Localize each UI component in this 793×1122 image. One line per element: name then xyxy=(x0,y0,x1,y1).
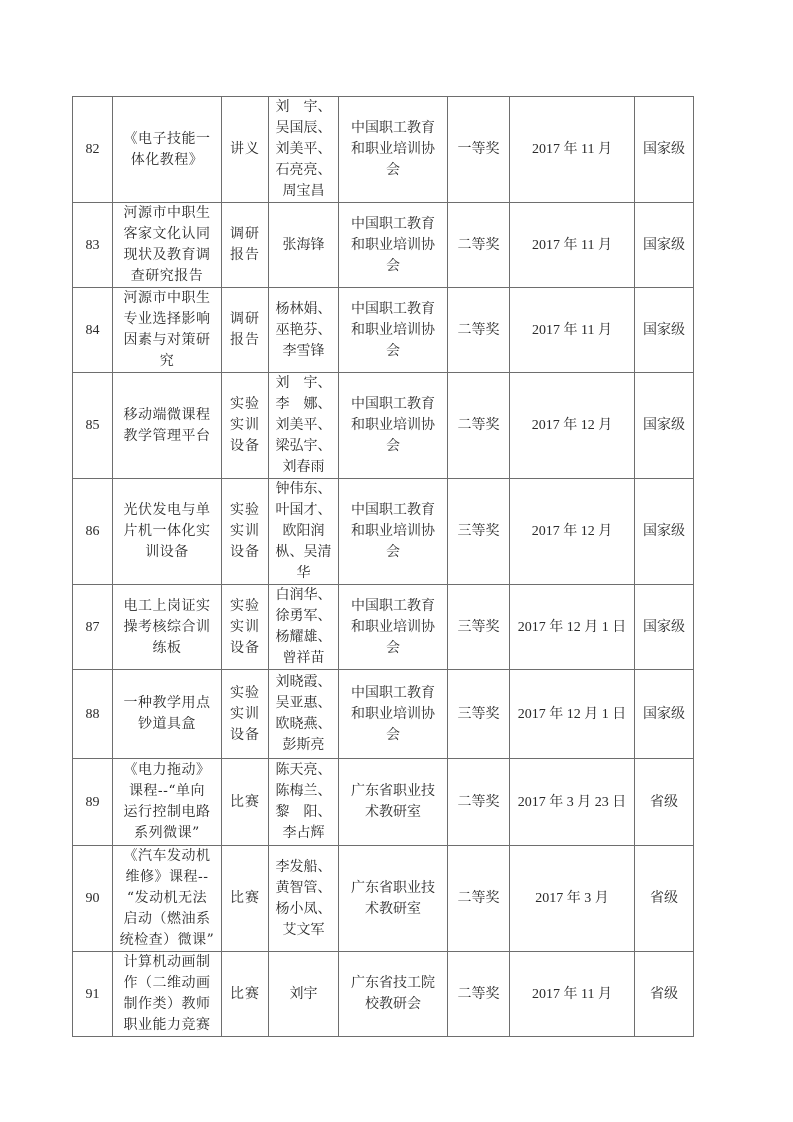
cell-text-line: 欧阳润 xyxy=(282,523,325,539)
cell-text-line: 电工上岗证实 xyxy=(123,597,211,614)
cell-date: 2017 年 3 月 23 日 xyxy=(510,759,635,846)
cell-text-line: 专业选择影响 xyxy=(123,311,211,327)
cell-awarding-organization xyxy=(339,585,448,670)
cell-text-line: 华 xyxy=(296,565,311,581)
cell-text-line: 现状及教育调 xyxy=(123,247,211,263)
cell-text-line: 一种教学用点 xyxy=(123,695,211,711)
cell-winners xyxy=(269,288,339,373)
cell-winners xyxy=(269,952,339,1037)
cell-text-line: 讲义 xyxy=(230,141,260,157)
cell-text-line: 杨小凤、 xyxy=(275,900,332,917)
cell-text-line: 光伏发电与单 xyxy=(123,502,211,518)
cell-text-line: 术教研室 xyxy=(365,900,421,917)
cell-category xyxy=(222,952,269,1037)
cell-awarding-organization xyxy=(339,479,448,585)
cell-award-grade: 二等奖 xyxy=(448,952,510,1037)
cell-text-line: 中国职工教育 xyxy=(351,300,435,317)
cell-text-line: 刘春雨 xyxy=(282,459,325,475)
table-row xyxy=(73,585,694,670)
cell-awarding-organization xyxy=(339,203,448,288)
cell-text-line: 杨耀雄、 xyxy=(275,629,332,645)
cell-text-line: 维修》课程-- xyxy=(125,869,209,885)
cell-achievement-title xyxy=(113,759,222,846)
cell-text-line: 和职业培训协 xyxy=(351,417,435,433)
cell-text-line: 报告 xyxy=(230,332,260,348)
cell-level: 国家级 xyxy=(635,203,694,288)
cell-text-line: 会 xyxy=(386,342,400,359)
cell-number: 90 xyxy=(73,846,113,952)
cell-text-line: 训设备 xyxy=(145,544,189,560)
cell-text-line: 刘晓霞、 xyxy=(275,674,332,690)
cell-achievement-title xyxy=(113,373,222,479)
cell-text-line: 陈梅兰、 xyxy=(275,783,332,799)
cell-awarding-organization xyxy=(339,846,448,952)
cell-date: 2017 年 12 月 1 日 xyxy=(510,585,635,670)
cell-awarding-organization xyxy=(339,952,448,1037)
cell-achievement-title xyxy=(113,203,222,288)
cell-text-line: 吴亚惠、 xyxy=(275,695,332,711)
cell-awarding-organization xyxy=(339,670,448,759)
cell-text-line: 计算机动画制 xyxy=(123,954,211,970)
cell-text-line: 李雪锋 xyxy=(282,342,325,359)
cell-text-line: 启动（燃油系 xyxy=(123,911,211,927)
cell-achievement-title xyxy=(113,97,222,203)
cell-level: 国家级 xyxy=(635,97,694,203)
cell-text-line: 广东省职业技 xyxy=(351,879,435,896)
cell-awarding-organization xyxy=(339,373,448,479)
cell-category xyxy=(222,585,269,670)
table-row xyxy=(73,670,694,759)
cell-text-line: 李发船、 xyxy=(275,858,332,875)
cell-level: 省级 xyxy=(635,759,694,846)
cell-text-line: 河源市中职生 xyxy=(123,290,211,306)
cell-text-line: 杨林娟、 xyxy=(275,300,332,317)
cell-text-line: 制作类）教师 xyxy=(123,996,211,1012)
cell-text-line: 会 xyxy=(386,257,400,274)
cell-winners xyxy=(269,97,339,203)
cell-text-line: 和职业培训协 xyxy=(351,236,435,253)
cell-text-line: 统检查）微课” xyxy=(119,932,215,948)
table-row xyxy=(73,373,694,479)
cell-text-line: 刘 宇、 xyxy=(275,99,332,115)
cell-text-line: 叶国才、 xyxy=(275,502,332,518)
cell-text-line: 查研究报告 xyxy=(130,268,204,284)
cell-text-line: 曾祥苗 xyxy=(282,650,325,666)
cell-award-grade: 三等奖 xyxy=(448,670,510,759)
cell-category xyxy=(222,203,269,288)
cell-text-line: 和职业培训协 xyxy=(351,523,435,539)
cell-number: 84 xyxy=(73,288,113,373)
cell-text-line: 黎 阳、 xyxy=(275,804,332,820)
cell-text-line: 会 xyxy=(386,639,400,656)
cell-text-line: 中国职工教育 xyxy=(351,502,435,518)
cell-text-line: 校教研会 xyxy=(365,996,421,1012)
cell-text-line: 刘宇 xyxy=(289,985,318,1002)
cell-text-line: 术教研室 xyxy=(365,804,421,820)
cell-awarding-organization xyxy=(339,759,448,846)
cell-text-line: 教学管理平台 xyxy=(123,427,211,444)
awards-table xyxy=(72,96,694,1037)
cell-level: 国家级 xyxy=(635,479,694,585)
cell-award-grade: 三等奖 xyxy=(448,479,510,585)
cell-text-line: 吴国辰、 xyxy=(275,120,332,136)
cell-level: 国家级 xyxy=(635,670,694,759)
cell-number: 83 xyxy=(73,203,113,288)
cell-category xyxy=(222,373,269,479)
cell-winners xyxy=(269,373,339,479)
cell-level: 国家级 xyxy=(635,373,694,479)
cell-text-line: 广东省技工院 xyxy=(351,975,435,991)
cell-date: 2017 年 12 月 xyxy=(510,479,635,585)
cell-text-line: 究 xyxy=(159,353,175,369)
cell-text-line: 欧晓燕、 xyxy=(275,716,332,732)
cell-level: 省级 xyxy=(635,846,694,952)
cell-text-line: 中国职工教育 xyxy=(351,684,435,701)
cell-text-line: 职业能力竞赛 xyxy=(123,1017,211,1033)
cell-level: 国家级 xyxy=(635,585,694,670)
cell-text-line: 刘美平、 xyxy=(275,417,332,433)
cell-text-line: “发动机无法 xyxy=(126,890,208,906)
cell-text-line: 和职业培训协 xyxy=(351,705,435,722)
cell-text-line: 操考核综合训 xyxy=(123,618,211,635)
cell-text-line: 实验 xyxy=(230,502,260,518)
cell-winners xyxy=(269,585,339,670)
cell-text-line: 中国职工教育 xyxy=(351,597,435,614)
cell-text-line: 实验 xyxy=(230,597,260,614)
cell-text-line: 会 xyxy=(386,726,400,743)
cell-level: 国家级 xyxy=(635,288,694,373)
cell-text-line: 梁弘宇、 xyxy=(275,438,332,454)
cell-category xyxy=(222,759,269,846)
cell-achievement-title xyxy=(113,952,222,1037)
cell-text-line: 李占辉 xyxy=(282,825,325,841)
cell-text-line: 刘美平、 xyxy=(275,141,332,157)
cell-award-grade: 二等奖 xyxy=(448,846,510,952)
cell-text-line: 片机一体化实 xyxy=(123,523,211,539)
cell-text-line: 张海锋 xyxy=(282,236,325,253)
cell-awarding-organization xyxy=(339,288,448,373)
cell-text-line: 会 xyxy=(386,162,400,178)
cell-number: 89 xyxy=(73,759,113,846)
cell-category xyxy=(222,479,269,585)
cell-category xyxy=(222,288,269,373)
cell-text-line: 实验 xyxy=(230,684,260,701)
cell-text-line: 白润华、 xyxy=(275,587,332,603)
cell-number: 91 xyxy=(73,952,113,1037)
cell-text-line: 陈天亮、 xyxy=(275,762,332,778)
cell-text-line: 设备 xyxy=(230,639,260,656)
cell-text-line: 系列微课” xyxy=(134,825,200,841)
cell-text-line: 设备 xyxy=(230,438,260,454)
cell-text-line: 和职业培训协 xyxy=(351,141,435,157)
cell-text-line: 实训 xyxy=(230,618,260,635)
awards-table-body xyxy=(73,97,694,1037)
cell-category xyxy=(222,670,269,759)
cell-date: 2017 年 11 月 xyxy=(510,288,635,373)
cell-text-line: 移动端微课程 xyxy=(123,406,211,423)
cell-text-line: 设备 xyxy=(230,726,260,743)
cell-category xyxy=(222,846,269,952)
cell-text-line: 设备 xyxy=(230,544,260,560)
cell-text-line: 《电力拖动》 xyxy=(123,762,211,778)
table-row xyxy=(73,97,694,203)
cell-date: 2017 年 11 月 xyxy=(510,952,635,1037)
cell-date: 2017 年 11 月 xyxy=(510,203,635,288)
cell-text-line: 因素与对策研 xyxy=(123,332,211,348)
cell-text-line: 黄智管、 xyxy=(275,879,332,896)
cell-text-line: 彭斯亮 xyxy=(282,737,325,753)
cell-award-grade: 三等奖 xyxy=(448,585,510,670)
cell-text-line: 石亮亮、 xyxy=(275,162,332,178)
cell-text-line: 比赛 xyxy=(230,985,260,1002)
table-row xyxy=(73,479,694,585)
cell-number: 88 xyxy=(73,670,113,759)
cell-number: 87 xyxy=(73,585,113,670)
cell-text-line: 练板 xyxy=(152,639,182,656)
cell-text-line: 周宝昌 xyxy=(282,183,325,199)
cell-text-line: 报告 xyxy=(230,247,260,263)
cell-text-line: 《电子技能一 xyxy=(123,130,211,147)
table-row xyxy=(73,846,694,952)
cell-achievement-title xyxy=(113,846,222,952)
cell-text-line: 和职业培训协 xyxy=(351,321,435,338)
cell-category xyxy=(222,97,269,203)
cell-text-line: 调研 xyxy=(230,226,260,242)
cell-number: 85 xyxy=(73,373,113,479)
cell-text-line: 比赛 xyxy=(230,890,260,906)
cell-text-line: 河源市中职生 xyxy=(123,205,211,221)
cell-winners xyxy=(269,670,339,759)
cell-date: 2017 年 11 月 xyxy=(510,97,635,203)
cell-number: 82 xyxy=(73,97,113,203)
cell-text-line: 李 娜、 xyxy=(275,396,332,412)
cell-level: 省级 xyxy=(635,952,694,1037)
table-row xyxy=(73,288,694,373)
cell-award-grade: 一等奖 xyxy=(448,97,510,203)
cell-text-line: 比赛 xyxy=(230,793,260,810)
cell-award-grade: 二等奖 xyxy=(448,759,510,846)
cell-achievement-title xyxy=(113,670,222,759)
cell-text-line: 客家文化认同 xyxy=(123,226,211,242)
cell-winners xyxy=(269,479,339,585)
cell-text-line: 和职业培训协 xyxy=(351,618,435,635)
cell-winners xyxy=(269,846,339,952)
cell-text-line: 钟伟东、 xyxy=(275,481,332,497)
cell-text-line: 《汽车发动机 xyxy=(123,848,211,864)
cell-text-line: 实验 xyxy=(230,396,260,412)
cell-text-line: 中国职工教育 xyxy=(351,396,435,412)
cell-award-grade: 二等奖 xyxy=(448,373,510,479)
table-row xyxy=(73,952,694,1037)
table-row xyxy=(73,203,694,288)
cell-award-grade: 二等奖 xyxy=(448,203,510,288)
cell-winners xyxy=(269,759,339,846)
cell-text-line: 巫艳芬、 xyxy=(275,321,332,338)
cell-text-line: 课程--“单向 xyxy=(128,783,206,799)
cell-text-line: 体化教程》 xyxy=(130,151,204,168)
cell-text-line: 中国职工教育 xyxy=(351,215,435,232)
cell-text-line: 实训 xyxy=(230,417,260,433)
cell-text-line: 中国职工教育 xyxy=(351,120,435,136)
table-row xyxy=(73,759,694,846)
cell-text-line: 艾文军 xyxy=(282,921,325,938)
cell-text-line: 调研 xyxy=(230,311,260,327)
cell-achievement-title xyxy=(113,479,222,585)
cell-awarding-organization xyxy=(339,97,448,203)
cell-number: 86 xyxy=(73,479,113,585)
cell-text-line: 广东省职业技 xyxy=(351,783,435,799)
cell-text-line: 会 xyxy=(386,438,400,454)
cell-text-line: 钞道具盒 xyxy=(138,716,196,732)
cell-text-line: 会 xyxy=(386,544,400,560)
cell-winners xyxy=(269,203,339,288)
cell-date: 2017 年 3 月 xyxy=(510,846,635,952)
cell-text-line: 实训 xyxy=(230,523,260,539)
cell-text-line: 刘 宇、 xyxy=(275,375,332,391)
cell-achievement-title xyxy=(113,585,222,670)
cell-text-line: 徐勇军、 xyxy=(275,608,332,624)
cell-text-line: 枞、吴清 xyxy=(275,544,332,560)
cell-date: 2017 年 12 月 xyxy=(510,373,635,479)
cell-text-line: 运行控制电路 xyxy=(123,804,211,820)
cell-text-line: 作（二维动画 xyxy=(123,975,211,991)
cell-award-grade: 二等奖 xyxy=(448,288,510,373)
cell-date: 2017 年 12 月 1 日 xyxy=(510,670,635,759)
cell-text-line: 实训 xyxy=(230,705,260,722)
cell-achievement-title xyxy=(113,288,222,373)
